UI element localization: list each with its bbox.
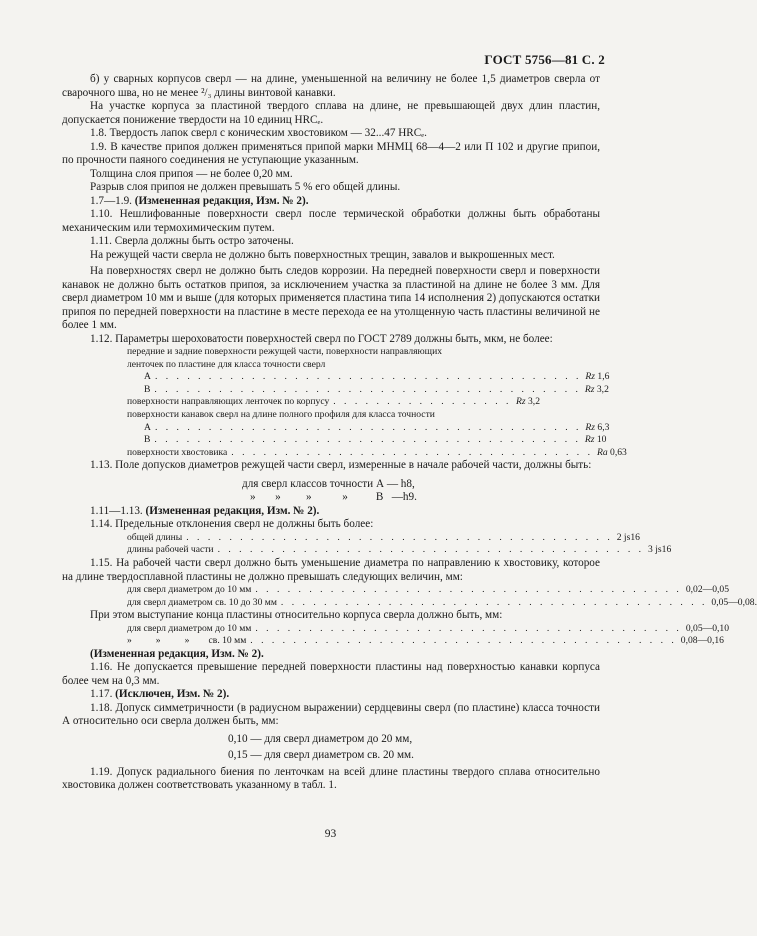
paragraph-1-14: 1.14. Предельные отклонения сверл не должны быть более: — [90, 518, 374, 531]
dot-leader: . . . . . . . . . . . . . . . . . . . . . . . . . . . . . . . . . . . . . . . . — [255, 584, 682, 596]
roughness-row-label: А — [144, 371, 151, 383]
paragraph-1-10: 1.10. Нешлифованные поверхности сверл после термической обработки должны быть обработаны механическим или термохимическим путем. — [62, 208, 600, 234]
roughness-heading-1: передние и задние поверхности режущей части, поверхности направляющих — [127, 346, 443, 357]
amendment-number: 1.7—1.9. — [90, 194, 132, 207]
paragraph-body-hardness: На участке корпуса за пластиной твердого сплава на длине, не превышающей двух длин пластин, допускается понижение твердости на 10 единиц HRCₑ. — [62, 100, 600, 126]
dot-leader: . . . . . . . . . . . . . . . . . . . . . . . . . . . . . . . . . . . . . . . . — [255, 622, 682, 634]
paragraph-solder-thickness: Толщина слоя припоя — не более 0,20 мм. — [90, 167, 293, 180]
roughness-row-label: В — [144, 434, 151, 446]
tolerance-line-2: » » » » В —h9. — [250, 491, 417, 504]
dot-leader: . . . . . . . . . . . . . . . . . . . . . . . . . . . . . . . . . . . . . . . . — [154, 383, 581, 395]
paragraph-1-16: 1.16. Не допускается превышение передней поверхности пластины над поверхностью канавки корпуса более чем на 0,3 мм. — [62, 661, 600, 687]
paragraph-1-19: 1.19. Допуск радиального биения по ленточкам на всей длине пластины твердого сплава относительно хвостовика должен соответствовать указанному в табл. 1. — [62, 765, 600, 792]
paragraph-b: б) у сварных корпусов сверл — на длине, уменьшенной на величину не более 1,5 диаметров сверла от сварочного шва, но не менее ²/₃ длины винтовой канавки. — [62, 73, 600, 99]
roughness-heading-flutes: поверхности канавок сверл на длине полного профиля для класса точности — [127, 408, 435, 420]
roughness-row-flute-b — [62, 434, 607, 447]
protrusion-row-label: » » » св. 10 мм — [127, 635, 247, 647]
paragraph-1-15: 1.15. На рабочей части сверл должно быть уменьшение диаметра по направлению к хвостовику, которое на длине твердосплавной пластины не должно превышать следующих величин, мм: — [62, 557, 600, 583]
amendment-note-1 — [62, 195, 600, 209]
dot-leader: . . . . . . . . . . . . . . . . . . . . . . . . . . . . . . . . . . . . . . . . — [217, 544, 645, 556]
protrusion-row-value: 0,05—0,10 — [685, 622, 729, 634]
page-body — [62, 73, 757, 793]
dot-leader: . . . . . . . . . . . . . . . . . . . . . . . . . . . . . . . . . . . . . . . . — [154, 371, 582, 383]
clause-number: 1.17. — [90, 688, 113, 701]
paragraph-cutting-part: На режущей части сверла не должно быть поверхностных трещин, завалов и выкрошенных мест. — [90, 248, 555, 261]
page-header: ГОСТ 5756—81 С. 2 — [484, 52, 605, 67]
reduction-row-label: для сверл диаметром до 10 мм — [127, 584, 252, 596]
roughness-row-label: А — [144, 421, 151, 433]
amendment-text: (Измененная редакция, Изм. № 2). — [134, 194, 309, 207]
protrusion-table — [62, 622, 729, 648]
dot-leader: . . . . . . . . . . . . . . . . . . . . . . . . . . . . . . . . . . . . . . . . — [154, 421, 582, 433]
paragraph-1-9: 1.9. В качестве припоя должен применяться припой марки МНМЦ 68—4—2 или П 102 и другие припои, по прочности паяного соединения не уступающие указанным. — [62, 140, 600, 166]
roughness-row-label: поверхности направляющих ленточек по корпусу — [127, 396, 330, 408]
deviation-row-label: общей длины — [127, 531, 183, 543]
protrusion-row-label: для сверл диаметром до 10 мм — [127, 622, 252, 634]
amendment-text: (Измененная редакция, Изм. № 2). — [145, 504, 320, 517]
deviation-row-total — [62, 531, 640, 545]
dot-leader: . . . . . . . . . . . . . . . . . . . . . . . . . . . . . . . . . . . . . . . . — [186, 531, 613, 543]
reduction-row-2 — [62, 596, 757, 610]
paragraph-1-17 — [62, 688, 600, 702]
paragraph-1-8: 1.8. Твердость лапок сверл с коническим хвостовиком — 32...47 HRCₑ. — [90, 127, 427, 139]
reduction-row-value: 0,02—0,05 — [685, 584, 729, 596]
page-number: 93 — [324, 828, 337, 840]
paragraph-1-12: 1.12. Параметры шероховатости поверхностей сверл по ГОСТ 2789 должны быть, мкм, не более: — [90, 332, 553, 345]
dot-leader: . . . . . . . . . . . . . . . . . . . . . . . . . . . . . . . . . . — [231, 446, 593, 458]
amendment-note-3: (Измененная редакция, Изм. № 2). — [90, 647, 264, 660]
symmetry-line-1: 0,10 — для сверл диаметром до 20 мм, — [228, 732, 413, 745]
amendment-number: 1.11—1.13. — [90, 504, 143, 517]
clause-excluded-text: (Исключен, Изм. № 2). — [115, 688, 230, 701]
deviation-table — [62, 531, 672, 557]
paragraph-surfaces: На поверхностях сверл не должно быть следов коррозии. На передней поверхности сверл и поверхности канавок не должно быть остатков припоя, за исключением участка за пластиной на длине не более 3 мм. Для сверл диаметром 10 мм и выше (для которых применяется пластина типа 14 исполнения 2) допускаются остатки припоя по передней поверхности на пластине в месте перехода ее на утолщенную часть пластины величиной не более 1 мм. — [62, 265, 600, 331]
roughness-row-value: Rz 6,3 — [585, 421, 610, 433]
deviation-row-working — [62, 544, 672, 557]
reduction-row-1 — [62, 584, 729, 597]
roughness-table — [62, 346, 627, 459]
dot-leader: . . . . . . . . . . . . . . . . . . . . . . . . . . . . . . . . . . . . . . . . — [250, 635, 677, 647]
symmetry-line-2: 0,15 — для сверл диаметром св. 20 мм. — [228, 749, 414, 762]
reduction-table — [62, 584, 757, 609]
dot-leader: . . . . . . . . . . . . . . . . . — [333, 396, 512, 408]
protrusion-row-1 — [62, 622, 729, 636]
paragraph-protrusion: При этом выступание конца пластины относительно корпуса сверла должно быть, мм: — [90, 609, 503, 622]
paragraph-1-11: 1.11. Сверла должны быть остро заточены. — [90, 235, 294, 247]
deviation-row-value: 2 js16 — [616, 531, 640, 543]
roughness-row-lands — [62, 396, 600, 409]
roughness-row-value: Rz 3,2 — [584, 383, 609, 395]
reduction-row-value: 0,05—0,08. — [711, 596, 757, 608]
amendment-note-2 — [62, 505, 600, 519]
protrusion-row-value: 0,08—0,16 — [680, 635, 724, 647]
protrusion-row-2 — [62, 635, 724, 648]
roughness-heading-2: ленточек по пластине для класса точности сверл — [127, 358, 326, 370]
tolerance-line-1: для сверл классов точности А — h8, — [242, 477, 415, 490]
roughness-row-a — [62, 371, 610, 384]
roughness-row-value: Ra 0,63 — [596, 446, 627, 458]
roughness-row-shank — [62, 446, 627, 460]
roughness-row-value: Rz 10 — [584, 434, 607, 446]
deviation-row-label: длины рабочей части — [127, 544, 214, 556]
roughness-row-b — [62, 383, 609, 397]
roughness-row-flute-a — [62, 421, 610, 435]
roughness-row-value: Rz 3,2 — [516, 396, 540, 408]
paragraph-1-18: 1.18. Допуск симметричности (в радиусном выражении) сердцевины сверл (по пластине) класса точности А относительно оси сверла должен быть, мм: — [62, 701, 600, 728]
deviation-row-value: 3 js16 — [648, 544, 672, 556]
paragraph-1-13: 1.13. Поле допусков диаметров режущей части сверл, измеренные в начале рабочей части, должны быть: — [90, 459, 592, 472]
dot-leader: . . . . . . . . . . . . . . . . . . . . . . . . . . . . . . . . . . . . . . . . — [154, 434, 581, 446]
paragraph-solder-gap: Разрыв слоя припоя не должен превышать 5 % его общей длины. — [90, 181, 401, 193]
reduction-row-label: для сверл диаметром св. 10 до 30 мм — [127, 596, 277, 608]
dot-leader: . . . . . . . . . . . . . . . . . . . . . . . . . . . . . . . . . . . . . . . . — [280, 596, 708, 608]
roughness-row-value: Rz 1,6 — [585, 371, 610, 383]
roughness-row-label: В — [144, 383, 151, 395]
roughness-row-label: поверхности хвостовика — [127, 446, 228, 458]
